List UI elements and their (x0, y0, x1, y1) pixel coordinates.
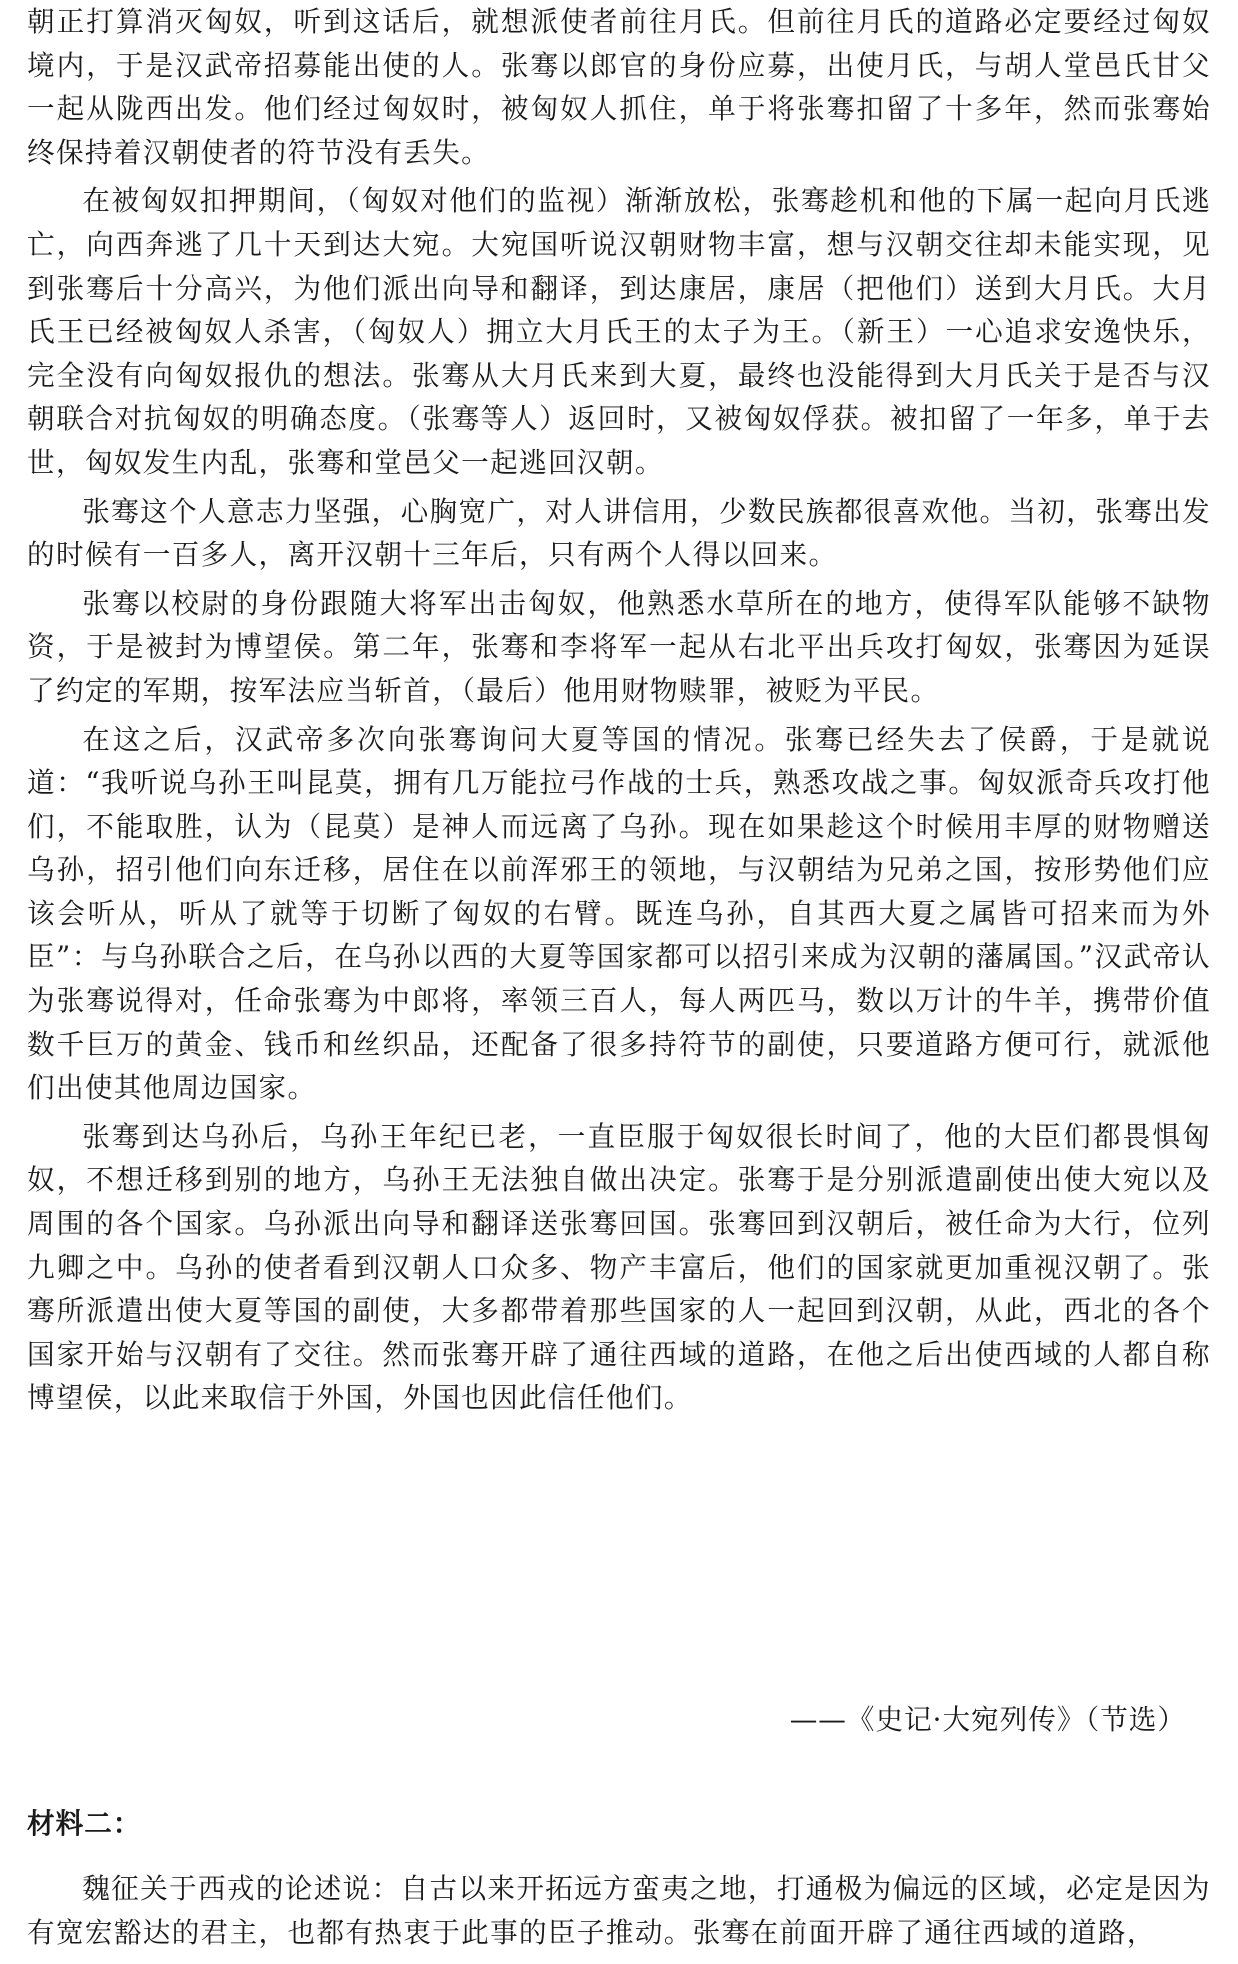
paragraph-4: 张骞以校尉的身份跟随大将军出击匈奴，他熟悉水草所在的地方，使得军队能够不缺物资，于是被封为博望侯。第二年，张骞和李将军一起从右北平出兵攻打匈奴，张骞因为延误了约定的军期，按军法应当斩首，（最后）他用财物赎罪，被贬为平民。 (27, 586, 1211, 707)
paragraph-2: 在被匈奴扣押期间，（匈奴对他们的监视）渐渐放松，张骞趁机和他的下属一起向月氏逃亡，向西奔逃了几十天到达大宛。大宛国听说汉朝财物丰富，想与汉朝交往却未能实现，见到张骞后十分高兴，为他们派出向导和翻译，到达康居，康居（把他们）送到大月氏。大月氏王已经被匈奴人杀害，（匈奴人）拥立大月氏王的太子为王。（新王）一心追求安逸快乐，完全没有向匈奴报仇的想法。张骞从大月氏来到大夏，最终也没能得到大月氏关于是否与汉朝联合对抗匈奴的明确态度。（张骞等人）返回时，又被匈奴俘获。被扣留了一年多，单于去世，匈奴发生内乱，张骞和堂邑父一起逃回汉朝。 (27, 184, 1211, 479)
section-heading: 材料二： (27, 1807, 142, 1840)
material-two-paragraph: 魏征关于西戎的论述说：自古以来开拓远方蛮夷之地，打通极为偏远的区域，必定是因为有宽宏豁达的君主，也都有热衷于此事的臣子推动。张骞在前面开辟了通往西域的道路， (27, 1872, 1211, 1949)
paragraph-3: 张骞这个人意志力坚强，心胸宽广，对人讲信用，少数民族都很喜欢他。当初，张骞出发的时候有一百多人，离开汉朝十三年后，只有两个人得以回来。 (27, 494, 1211, 572)
material-two-text (27, 1867, 1211, 1954)
paragraph-1: 朝正打算消灭匈奴，听到这话后，就想派使者前往月氏。但前往月氏的道路必定要经过匈奴境内，于是汉武帝招募能出使的人。张骞以郎官的身份应募，出使月氏，与胡人堂邑氏甘父一起从陇西出发。他们经过匈奴时，被匈奴人抓住，单于将张骞扣留了十多年，然而张骞始终保持着汉朝使者的符节没有丢失。 (27, 5, 1211, 169)
paragraph-5: 在这之后，汉武帝多次向张骞询问大夏等国的情况。张骞已经失去了侯爵，于是就说道：“我听说乌孙王叫昆莫，拥有几万能拉弓作战的士兵，熟悉攻战之事。匈奴派奇兵攻打他们，不能取胜，认为（昆莫）是神人而远离了乌孙。现在如果趁这个时候用丰厚的财物赠送乌孙，招引他们向东迁移，居住在以前浑邪王的领地，与汉朝结为兄弟之国，按形势他们应该会听从，听从了就等于切断了匈奴的右臂。既连乌孙，自其西大夏之属皆可招来而为外臣”：与乌孙联合之后，在乌孙以西的大夏等国家都可以招引来成为汉朝的藩属国。”汉武帝认为张骞说得对，任命张骞为中郎将，率领三百人，每人两匹马，数以万计的牛羊，携带价值数千巨万的黄金、钱币和丝织品，还配备了很多持符节的副使，只要道路方便可行，就派他们出使其他周边国家。 (27, 722, 1211, 1105)
material-one-text (27, 0, 1211, 1420)
source-citation: ——《史记·大宛列传》（节选） (789, 1703, 1186, 1736)
paragraph-6: 张骞到达乌孙后，乌孙王年纪已老，一直臣服于匈奴很长时间了，他的大臣们都畏惧匈奴，不想迁移到别的地方，乌孙王无法独自做出决定。张骞于是分别派遣副使出使大宛以及周围的各个国家。乌孙派出向导和翻译送张骞回国。张骞回到汉朝后，被任命为大行，位列九卿之中。乌孙的使者看到汉朝人口众多、物产丰富后，他们的国家就更加重视汉朝了。张骞所派遣出使大夏等国的副使，大多都带着那些国家的人一起回到汉朝，从此，西北的各个国家开始与汉朝有了交往。然而张骞开辟了通往西域的道路，在他之后出使西域的人都自称博望侯，以此来取信于外国，外国也因此信任他们。 (27, 1119, 1211, 1415)
